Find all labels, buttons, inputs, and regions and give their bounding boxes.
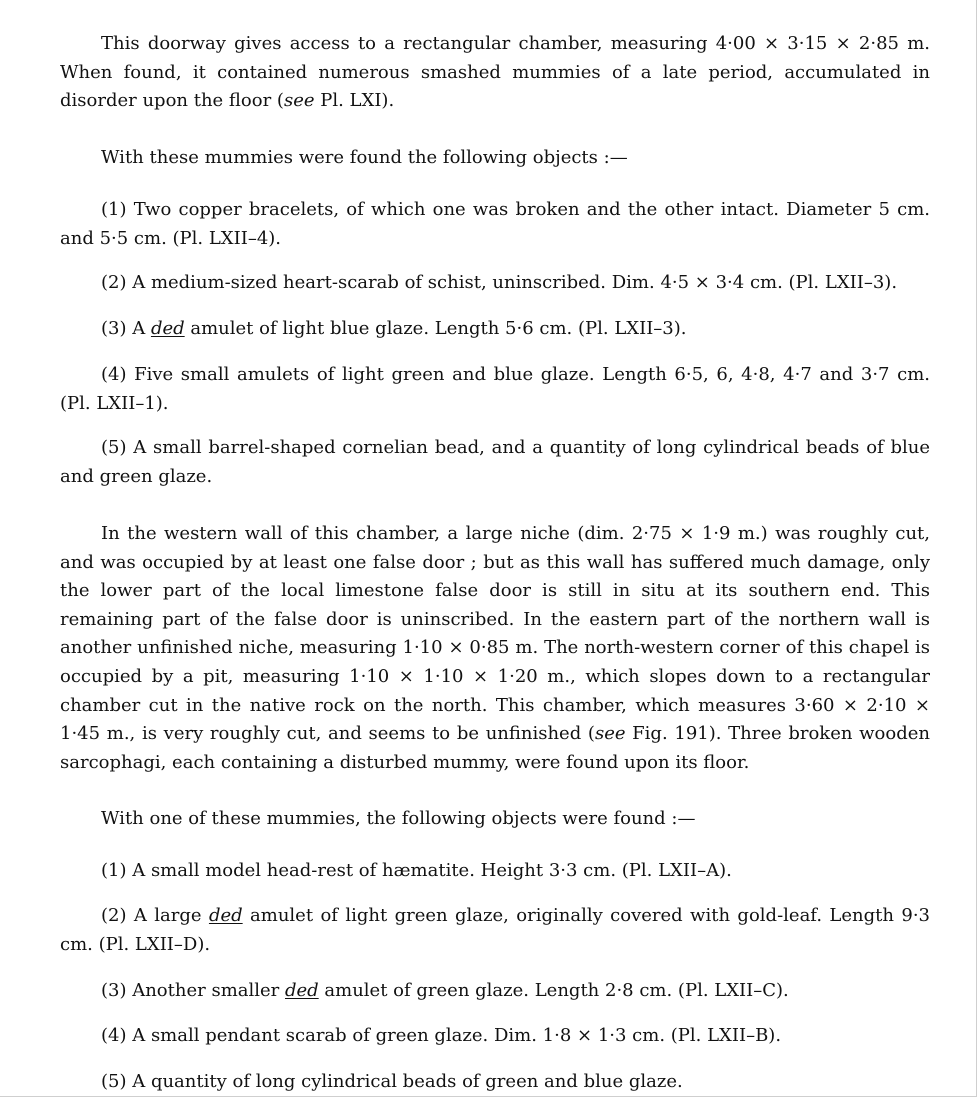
- list-item-pendant-scarab: (4) A small pendant scarab of green glaze. Dim. 1·8 × 1·3 cm. (Pl. LXII–B).: [101, 1025, 782, 1046]
- list-item-small-ded-amulet: (3) Another smaller ded amulet of green glaze. Length 2·8 cm. (Pl. LXII–C).: [101, 980, 789, 1001]
- list-item-head-rest: (1) A small model head-rest of hæmatite. Height 3·3 cm. (Pl. LXII–A).: [101, 860, 732, 881]
- list-item-bracelets: (1) Two copper bracelets, of which one was broken and the other intact. Diameter 5 cm. and 5·5 cm. (Pl. LXII–4).: [60, 199, 930, 249]
- paragraph-mummy-objects-intro: With one of these mummies, the following objects were found :—: [101, 808, 696, 829]
- paragraph-objects-intro: With these mummies were found the following objects :—: [101, 147, 628, 168]
- list-item-ded-amulet-blue: (3) A ded amulet of light blue glaze. Length 5·6 cm. (Pl. LXII–3).: [101, 318, 687, 339]
- list-item-five-amulets: (4) Five small amulets of light green and blue glaze. Length 6·5, 6, 4·8, 4·7 and 3·7 cm. (Pl. LXII–1).: [60, 364, 930, 414]
- list-item-cornelian-bead: (5) A small barrel-shaped cornelian bead, and a quantity of long cylindrical beads of blue and green glaze.: [60, 437, 930, 487]
- list-item-heart-scarab: (2) A medium-sized heart-scarab of schist, uninscribed. Dim. 4·5 × 3·4 cm. (Pl. LXII–3).: [101, 272, 898, 293]
- list-item-cylindrical-beads: (5) A quantity of long cylindrical beads of green and blue glaze.: [101, 1071, 683, 1092]
- paragraph-doorway-chamber: This doorway gives access to a rectangular chamber, measuring 4·00 × 3·15 × 2·85 m. When found, it contained numerous smashed mummies of a late period, accumulated in disorder upon the floor (see Pl. LXI).: [60, 33, 930, 112]
- list-item-large-ded-amulet: (2) A large ded amulet of light green glaze, originally covered with gold-leaf. Length 9·3 cm. (Pl. LXII–D).: [60, 905, 930, 955]
- paragraph-western-wall: In the western wall of this chamber, a large niche (dim. 2·75 × 1·9 m.) was roughly cut, and was occupied by at least one false door ; but as this wall has suffered much damage, only the lower part of the local limestone false door is still in situ at its southern end. This remaining part of the false door is uninscribed. In the eastern part of the northern wall is another unfinished niche, measuring 1·10 × 0·85 m. The north-western corner of this chapel is occupied by a pit, measuring 1·10 × 1·10 × 1·20 m., which slopes down to a rectangular chamber cut in the native rock on the north. This chamber, which measures 3·60 × 2·10 × 1·45 m., is very roughly cut, and seems to be unfinished (see Fig. 191). Three broken wooden sarcophagi, each containing a disturbed mummy, were found upon its floor.: [60, 523, 930, 773]
